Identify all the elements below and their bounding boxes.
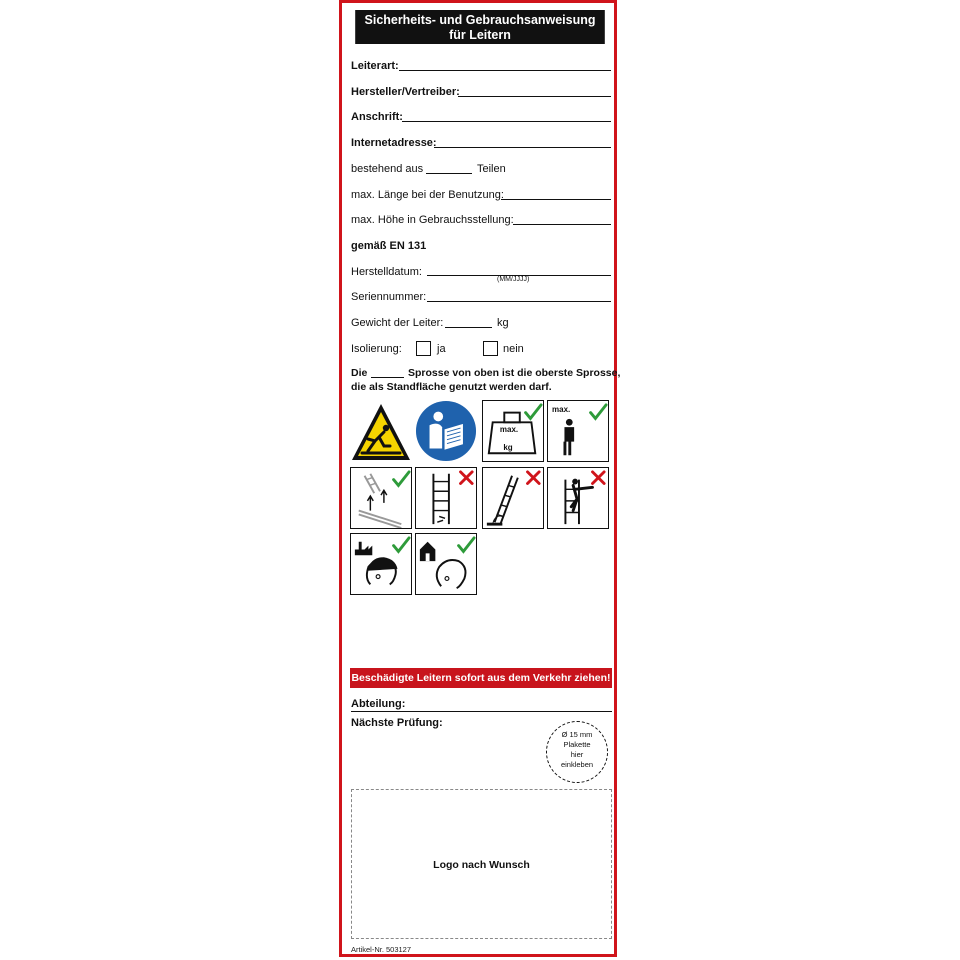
industrial-use-pictogram bbox=[350, 533, 412, 595]
bestehend-line[interactable] bbox=[426, 173, 472, 174]
internet-line[interactable] bbox=[434, 147, 611, 148]
max-load-pictogram bbox=[482, 400, 544, 462]
leiterart-label: Leiterart: bbox=[351, 60, 399, 72]
norm-label: gemäß EN 131 bbox=[351, 240, 427, 252]
steep-ladder-icon bbox=[483, 468, 543, 528]
title-line-2: für Leitern bbox=[449, 27, 511, 42]
ja-row bbox=[437, 343, 446, 355]
hersteller-line[interactable] bbox=[458, 96, 611, 97]
plakette-einkleben: einkleben bbox=[560, 760, 594, 769]
isolierung-ja-checkbox[interactable] bbox=[416, 341, 431, 356]
lean-over-pictogram bbox=[547, 467, 609, 529]
sprosse-rest-row bbox=[408, 367, 620, 379]
naechste-pruefung-label: Nächste Prüfung: bbox=[351, 717, 443, 729]
datum-format-hint: (MM/JJJJ) bbox=[497, 276, 530, 283]
plakette-hier: hier bbox=[570, 750, 584, 759]
isolierung-label: Isolierung: bbox=[351, 343, 402, 355]
sprosse-blank-line[interactable] bbox=[371, 377, 404, 378]
label-title bbox=[355, 10, 605, 44]
sprosse-line-2-text: die als Standfläche genutzt werden darf. bbox=[351, 381, 552, 393]
damaged-ladder-icon bbox=[416, 468, 476, 528]
domestic-use-pictogram bbox=[415, 533, 477, 595]
abteilung-line[interactable] bbox=[351, 711, 612, 712]
ladder-damage-pictogram bbox=[415, 467, 477, 529]
read-manual-pictogram bbox=[415, 400, 477, 462]
norm-row bbox=[351, 240, 612, 252]
anschrift-line[interactable] bbox=[402, 121, 611, 122]
gewicht-unit-row bbox=[497, 317, 509, 329]
lean-over-icon bbox=[548, 468, 608, 528]
abteilung-row bbox=[351, 698, 612, 710]
plakette-size: Ø 15 mm bbox=[561, 730, 593, 739]
isolierung-nein-checkbox[interactable] bbox=[483, 341, 498, 356]
factory-helmet-icon bbox=[351, 534, 411, 594]
logo-placeholder[interactable]: Logo nach Wunsch bbox=[351, 789, 612, 939]
fall-warning-pictogram bbox=[350, 401, 412, 463]
nein-row bbox=[503, 343, 524, 355]
herstelldatum-row bbox=[351, 266, 612, 278]
article-number: Artikel-Nr. 503127 bbox=[351, 945, 412, 954]
leiterart-line[interactable] bbox=[399, 70, 611, 71]
max-load-unit-text: kg bbox=[503, 443, 513, 452]
bestehend-suffix: Teilen bbox=[477, 163, 506, 175]
fall-warning-icon bbox=[350, 401, 412, 463]
seriennummer-line[interactable] bbox=[427, 301, 611, 302]
sprosse-rest: Sprosse von oben ist die oberste Sprosse, bbox=[408, 367, 621, 379]
gewicht-unit: kg bbox=[497, 317, 509, 329]
anschrift-label: Anschrift: bbox=[351, 111, 403, 123]
house-head-icon bbox=[416, 534, 476, 594]
gewicht-label: Gewicht der Leiter: bbox=[351, 317, 444, 329]
max-laenge-label: max. Länge bei der Benutzung: bbox=[351, 189, 504, 201]
ladder-angle-pictogram bbox=[482, 467, 544, 529]
isolierung-nein-label: nein bbox=[503, 343, 524, 355]
abteilung-label: Abteilung: bbox=[351, 698, 406, 710]
seriennummer-label: Seriennummer: bbox=[351, 291, 427, 303]
isolierung-ja-label: ja bbox=[437, 343, 446, 355]
sprosse-line-2 bbox=[351, 381, 612, 393]
max-load-top-text: max. bbox=[499, 425, 519, 434]
gewicht-line[interactable] bbox=[445, 327, 492, 328]
max-hoehe-line[interactable] bbox=[513, 224, 611, 225]
ladder-safety-label bbox=[339, 0, 621, 957]
isolierung-row bbox=[351, 343, 612, 355]
internet-label: Internetadresse: bbox=[351, 137, 437, 149]
max-hoehe-label: max. Höhe in Gebrauchsstellung: bbox=[351, 214, 514, 226]
carry-ladder-pictogram bbox=[350, 467, 412, 529]
read-manual-icon bbox=[415, 400, 477, 462]
max-laenge-line[interactable] bbox=[501, 199, 611, 200]
damaged-ladder-warning: Beschädigte Leitern sofort aus dem Verkehr ziehen! bbox=[350, 668, 612, 688]
max-person-text: max. bbox=[552, 405, 571, 414]
bestehend-prefix: bestehend aus bbox=[351, 163, 424, 175]
title-line-1: Sicherheits- und Gebrauchsanweisung bbox=[364, 12, 596, 27]
bestehend-suffix-row bbox=[477, 163, 506, 175]
hersteller-label: Hersteller/Vertreiber: bbox=[351, 86, 460, 98]
sprosse-prefix: Die bbox=[351, 367, 368, 379]
max-person-pictogram bbox=[547, 400, 609, 462]
inspection-sticker-placeholder[interactable] bbox=[546, 721, 608, 783]
carry-ladder-icon bbox=[351, 468, 411, 528]
herstelldatum-label: Herstelldatum: bbox=[351, 266, 422, 278]
plakette-text: Plakette bbox=[563, 740, 591, 749]
